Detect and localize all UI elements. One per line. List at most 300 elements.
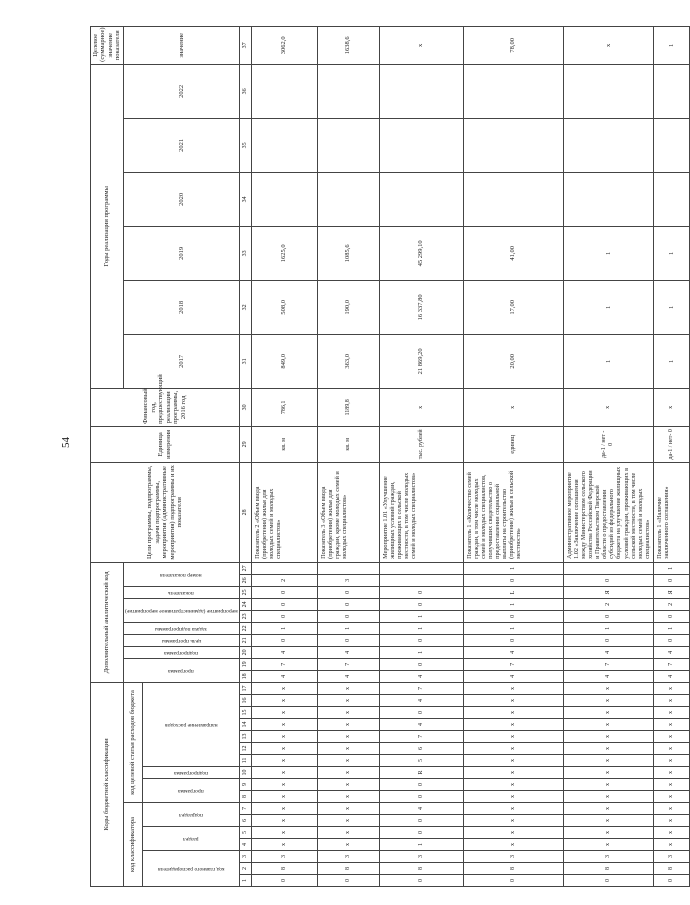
base-year-cell: 1189,8 xyxy=(317,388,379,426)
code-cell: x xyxy=(317,743,379,755)
code-cell: 1 xyxy=(379,839,463,851)
code-cell: x xyxy=(654,815,690,827)
unit-cell: тыс. рублей xyxy=(379,426,463,462)
value-2021-cell xyxy=(317,118,379,172)
header-a-meropriyatie: мероприятие (административное мероприятие) xyxy=(124,607,238,614)
code-cell: x xyxy=(251,682,317,694)
code-cell: x xyxy=(317,719,379,731)
code-cell: x xyxy=(563,731,654,743)
code-cell: x xyxy=(654,707,690,719)
header-a-podprogramma: подпрограмма xyxy=(164,649,199,656)
header-kvr: код классификатора xyxy=(123,803,142,887)
header-napravlenie: направление расходов xyxy=(164,721,218,728)
final-value-cell: 1638,6 xyxy=(317,26,379,64)
column-number: 21 xyxy=(239,634,251,646)
code-cell: x xyxy=(654,682,690,694)
code-cell: 0 xyxy=(379,707,463,719)
code-cell: 3 xyxy=(563,851,654,863)
value-2021-cell xyxy=(654,118,690,172)
header-value: значение xyxy=(123,26,239,64)
table-row xyxy=(563,26,654,886)
value-2022-cell xyxy=(654,64,690,118)
code-cell: 7 xyxy=(317,658,379,670)
code-cell: 1 xyxy=(379,610,463,622)
base-year-cell: x xyxy=(463,388,563,426)
code-cell: 0 xyxy=(463,574,563,586)
code-cell: 1 xyxy=(654,622,690,634)
code-cell: 4 xyxy=(379,695,463,707)
code-cell: 0 xyxy=(251,610,317,622)
code-cell: 0 xyxy=(251,634,317,646)
column-number: 29 xyxy=(239,426,251,462)
column-number-row xyxy=(239,26,251,886)
code-cell: x xyxy=(563,719,654,731)
code-cell: Я xyxy=(563,586,654,598)
code-cell: 0 xyxy=(463,610,563,622)
table-row xyxy=(317,26,379,886)
code-cell: x xyxy=(251,827,317,839)
code-cell xyxy=(251,562,317,574)
table-row xyxy=(379,26,463,886)
code-cell: 0 xyxy=(317,610,379,622)
column-number: 22 xyxy=(239,622,251,634)
code-cell: 3 xyxy=(654,851,690,863)
code-cell: x xyxy=(251,755,317,767)
code-cell: x xyxy=(317,815,379,827)
header-podprogramma: подпрограмма xyxy=(173,769,209,776)
code-cell: 1 xyxy=(379,622,463,634)
code-cell: 4 xyxy=(379,803,463,815)
code-cell xyxy=(317,562,379,574)
code-cell: x xyxy=(563,767,654,779)
code-cell: x xyxy=(463,827,563,839)
code-cell: 7 xyxy=(463,658,563,670)
code-cell: x xyxy=(654,731,690,743)
header-a-programma: программа xyxy=(168,667,195,674)
code-cell: 0 xyxy=(463,634,563,646)
value-2022-cell xyxy=(251,64,317,118)
code-cell: 1 xyxy=(251,622,317,634)
code-cell: 1 xyxy=(563,622,654,634)
header-kc: код целевой статьи расходов бюджета xyxy=(123,682,142,802)
code-cell: x xyxy=(654,767,690,779)
code-cell: 0 xyxy=(317,875,379,887)
column-number: 1 xyxy=(239,875,251,887)
code-cell: 0 xyxy=(379,634,463,646)
column-number: 34 xyxy=(239,172,251,226)
code-cell: x xyxy=(654,791,690,803)
final-value-cell: x xyxy=(563,26,654,64)
header-years: Годы реализации программы xyxy=(91,64,124,388)
base-year-cell: x xyxy=(654,388,690,426)
code-cell: 0 xyxy=(654,875,690,887)
code-cell: L xyxy=(463,586,563,598)
value-2020-cell xyxy=(317,172,379,226)
code-cell: x xyxy=(463,731,563,743)
code-cell: 0 xyxy=(379,779,463,791)
indicator-name-cell: Показатель 1 «Наличие заключенного соглашения» xyxy=(654,462,690,562)
code-cell: x xyxy=(563,815,654,827)
code-cell: 0 xyxy=(563,875,654,887)
code-cell: x xyxy=(563,695,654,707)
value-2021-cell xyxy=(379,118,463,172)
code-cell: 4 xyxy=(463,646,563,658)
code-cell: 2 xyxy=(251,574,317,586)
code-cell: 0 xyxy=(654,634,690,646)
column-number: 27 xyxy=(239,562,251,574)
column-number: 8 xyxy=(239,791,251,803)
value-2020-cell xyxy=(563,172,654,226)
column-number: 11 xyxy=(239,755,251,767)
column-number: 25 xyxy=(239,586,251,598)
value-2022-cell xyxy=(563,64,654,118)
code-cell: x xyxy=(317,827,379,839)
program-indicators-table xyxy=(90,26,690,887)
column-number: 33 xyxy=(239,226,251,280)
value-2019-cell: 1625,0 xyxy=(251,226,317,280)
code-cell: 0 xyxy=(317,586,379,598)
code-cell: 0 xyxy=(379,827,463,839)
column-number: 16 xyxy=(239,695,251,707)
header-base-year: Финансовый год, предшествующий реализации программы, 2016 год xyxy=(91,388,240,426)
code-cell xyxy=(379,574,463,586)
header-budget-codes: Коды бюджетной классификации xyxy=(91,682,124,886)
value-2017-cell: 21 869,20 xyxy=(379,334,463,388)
header-name: Цели программы, подпрограммы, задачи подпрограммы, мероприятия (административные мероприятия) подпрограммы и их показатели xyxy=(91,462,240,562)
code-cell: x xyxy=(463,803,563,815)
value-2021-cell xyxy=(463,118,563,172)
code-cell: x xyxy=(563,839,654,851)
code-cell: x xyxy=(463,815,563,827)
code-cell: 1 xyxy=(317,622,379,634)
header-a-cel: цель программы xyxy=(161,637,201,644)
code-cell: 4 xyxy=(317,646,379,658)
code-cell: x xyxy=(654,827,690,839)
value-2020-cell xyxy=(654,172,690,226)
code-cell: Я xyxy=(654,586,690,598)
column-number: 6 xyxy=(239,815,251,827)
code-cell: x xyxy=(317,695,379,707)
table-row xyxy=(463,26,563,886)
code-cell: x xyxy=(654,719,690,731)
program-table-container xyxy=(90,27,675,887)
code-cell: 4 xyxy=(379,670,463,682)
code-cell: 0 xyxy=(563,610,654,622)
code-cell: 8 xyxy=(251,863,317,875)
value-2019-cell: 1085,6 xyxy=(317,226,379,280)
base-year-cell: x xyxy=(563,388,654,426)
column-number: 26 xyxy=(239,574,251,586)
code-cell: 3 xyxy=(317,574,379,586)
column-number: 13 xyxy=(239,731,251,743)
value-2018-cell: 1 xyxy=(654,280,690,334)
code-cell: x xyxy=(563,827,654,839)
code-cell: x xyxy=(317,731,379,743)
code-cell: x xyxy=(251,731,317,743)
header-a-nomer: номер показателя xyxy=(160,571,203,578)
code-cell: x xyxy=(654,755,690,767)
value-2021-cell xyxy=(563,118,654,172)
column-number: 7 xyxy=(239,803,251,815)
code-cell: 4 xyxy=(463,670,563,682)
table-body xyxy=(251,26,690,886)
column-number: 20 xyxy=(239,646,251,658)
value-2020-cell xyxy=(379,172,463,226)
code-cell: 0 xyxy=(379,586,463,598)
header-row-groups xyxy=(91,26,124,886)
code-cell: 3 xyxy=(379,851,463,863)
value-2018-cell: 16 337,80 xyxy=(379,280,463,334)
value-2017-cell: 849,0 xyxy=(251,334,317,388)
value-2022-cell xyxy=(463,64,563,118)
code-cell: x xyxy=(317,682,379,694)
code-cell: 4 xyxy=(317,670,379,682)
header-programma: программа xyxy=(178,787,204,794)
code-cell: 0 xyxy=(251,598,317,610)
code-cell: 0 xyxy=(379,791,463,803)
code-cell: x xyxy=(251,839,317,851)
unit-cell: да-1 / нет - 0 xyxy=(563,426,654,462)
column-number: 19 xyxy=(239,658,251,670)
code-cell: x xyxy=(251,743,317,755)
code-cell: x xyxy=(463,791,563,803)
column-number: 4 xyxy=(239,839,251,851)
value-2019-cell: 45 299,10 xyxy=(379,226,463,280)
code-cell: 7 xyxy=(563,658,654,670)
indicator-name-cell: Мероприятие 1.01 «Улучшение жилищных условий граждан, проживающих в сельской местности, в том числе молодых семей и молодых специалистов» xyxy=(379,462,463,562)
code-cell: 2 xyxy=(654,598,690,610)
code-cell: x xyxy=(563,743,654,755)
column-number: 10 xyxy=(239,767,251,779)
header-year-2017: 2017 xyxy=(123,334,239,388)
code-cell: 8 xyxy=(317,863,379,875)
code-cell xyxy=(563,562,654,574)
code-cell: 6 xyxy=(379,743,463,755)
table-row xyxy=(251,26,317,886)
final-value-cell: x xyxy=(379,26,463,64)
value-2019-cell: 1 xyxy=(563,226,654,280)
code-cell: 1 xyxy=(463,562,563,574)
code-cell: 1 xyxy=(463,598,563,610)
code-cell: x xyxy=(463,839,563,851)
code-cell: 0 xyxy=(654,610,690,622)
code-cell: 8 xyxy=(563,863,654,875)
code-cell: x xyxy=(563,791,654,803)
column-number: 9 xyxy=(239,779,251,791)
indicator-name-cell: Показатель 3 «Объем ввода (приобретения) жилья для граждан, кроме молодых семей и молодых специалистов» xyxy=(317,462,379,562)
code-cell: 0 xyxy=(563,634,654,646)
column-number: 28 xyxy=(239,462,251,562)
table-row xyxy=(654,26,690,886)
value-2018-cell: 1 xyxy=(563,280,654,334)
column-number: 31 xyxy=(239,334,251,388)
header-final: Целевое (суммарное) значение показателя xyxy=(91,26,124,64)
final-value-cell: 78,00 xyxy=(463,26,563,64)
code-cell: 0 xyxy=(654,574,690,586)
column-number: 36 xyxy=(239,64,251,118)
base-year-cell: x xyxy=(379,388,463,426)
code-cell: 0 xyxy=(251,875,317,887)
column-number: 30 xyxy=(239,388,251,426)
value-2022-cell xyxy=(317,64,379,118)
code-cell: x xyxy=(251,695,317,707)
code-cell: R xyxy=(379,767,463,779)
header-year-2021: 2021 xyxy=(123,118,239,172)
code-cell: 1 xyxy=(654,562,690,574)
code-cell: x xyxy=(463,755,563,767)
unit-cell: единиц xyxy=(463,426,563,462)
header-podrazdel: подраздел xyxy=(178,811,203,818)
column-number: 2 xyxy=(239,863,251,875)
code-cell: 0 xyxy=(563,574,654,586)
indicator-name-cell: Показатель 2 «Объем ввода (приобретения) жилья для молодых семей и молодых специалистов» xyxy=(251,462,317,562)
code-cell: 0 xyxy=(379,815,463,827)
code-cell: x xyxy=(563,779,654,791)
code-cell: x xyxy=(654,803,690,815)
code-cell: x xyxy=(317,767,379,779)
code-cell: x xyxy=(654,779,690,791)
code-cell: 1 xyxy=(463,622,563,634)
final-value-cell: 1 xyxy=(654,26,690,64)
code-cell: x xyxy=(251,815,317,827)
value-2018-cell: 17,00 xyxy=(463,280,563,334)
column-number: 5 xyxy=(239,827,251,839)
column-number: 32 xyxy=(239,280,251,334)
code-cell: x xyxy=(251,719,317,731)
header-year-2018: 2018 xyxy=(123,280,239,334)
value-2020-cell xyxy=(463,172,563,226)
code-cell: 8 xyxy=(463,863,563,875)
code-cell: x xyxy=(317,779,379,791)
code-cell: x xyxy=(463,743,563,755)
value-2017-cell: 363,0 xyxy=(317,334,379,388)
code-cell: x xyxy=(654,695,690,707)
code-cell: x xyxy=(563,803,654,815)
code-cell: x xyxy=(563,682,654,694)
code-cell: 4 xyxy=(654,646,690,658)
code-cell: 0 xyxy=(317,634,379,646)
code-cell: x xyxy=(317,755,379,767)
unit-cell: да-1 / нет- 0 xyxy=(654,426,690,462)
value-2022-cell xyxy=(379,64,463,118)
code-cell: 0 xyxy=(379,658,463,670)
code-cell: 0 xyxy=(463,875,563,887)
code-cell: 4 xyxy=(563,670,654,682)
code-cell: x xyxy=(463,719,563,731)
value-2020-cell xyxy=(251,172,317,226)
code-cell: x xyxy=(463,707,563,719)
code-cell: 3 xyxy=(251,851,317,863)
unit-cell: кв. м xyxy=(317,426,379,462)
code-cell: x xyxy=(654,839,690,851)
indicator-name-cell: Показатель 1 «Количество семей граждан, в том числе молодых семей и молодых специалистов, получивших свидетельство о предоставлении социальной выплаты на строительство (приобретение) жилья в сельской местности» xyxy=(463,462,563,562)
header-analytic-codes: Дополнительный аналитический код xyxy=(91,562,124,682)
code-cell: x xyxy=(251,707,317,719)
code-cell: 4 xyxy=(251,670,317,682)
code-cell: 5 xyxy=(379,755,463,767)
column-number: 24 xyxy=(239,598,251,610)
value-2019-cell: 1 xyxy=(654,226,690,280)
code-cell: x xyxy=(563,755,654,767)
header-year-2022: 2022 xyxy=(123,64,239,118)
final-value-cell: 3062,0 xyxy=(251,26,317,64)
indicator-name-cell: Административное мероприятие 1.02 «Заключение соглашения между Министерством сельского хозяйства Российской Федерации и Правительством Тверской области о предоставлении субсидий из федерального бюджета на улучшение жилищных условий граждан, проживающих в сельской местности, в том числе молодых семей и молодых специалистов» xyxy=(563,462,654,562)
code-cell: 0 xyxy=(379,875,463,887)
code-cell: x xyxy=(251,803,317,815)
code-cell: x xyxy=(251,791,317,803)
code-cell: x xyxy=(463,767,563,779)
header-razdel: раздел xyxy=(183,835,199,842)
column-number: 15 xyxy=(239,707,251,719)
code-cell: 2 xyxy=(563,598,654,610)
code-cell: 4 xyxy=(654,670,690,682)
code-cell: 7 xyxy=(654,658,690,670)
code-cell: x xyxy=(463,682,563,694)
code-cell: 0 xyxy=(317,598,379,610)
code-cell: 4 xyxy=(379,719,463,731)
code-cell: x xyxy=(317,803,379,815)
code-cell: 3 xyxy=(317,851,379,863)
value-2017-cell: 1 xyxy=(563,334,654,388)
header-year-2019: 2019 xyxy=(123,226,239,280)
base-year-cell: 786,1 xyxy=(251,388,317,426)
code-cell: 1 xyxy=(379,646,463,658)
code-cell: 4 xyxy=(563,646,654,658)
column-number: 17 xyxy=(239,682,251,694)
code-cell: x xyxy=(317,839,379,851)
code-cell: 8 xyxy=(654,863,690,875)
header-unit: Единица измерения xyxy=(91,426,240,462)
column-number: 37 xyxy=(239,26,251,64)
column-number: 35 xyxy=(239,118,251,172)
column-number: 14 xyxy=(239,719,251,731)
code-cell: 3 xyxy=(463,851,563,863)
value-2018-cell: 190,0 xyxy=(317,280,379,334)
value-2018-cell: 508,0 xyxy=(251,280,317,334)
header-year-2020: 2020 xyxy=(123,172,239,226)
column-number: 3 xyxy=(239,851,251,863)
code-cell: x xyxy=(463,779,563,791)
code-cell: 7 xyxy=(379,731,463,743)
header-a-zadacha: задача подпрограммы xyxy=(155,625,208,632)
code-cell xyxy=(379,562,463,574)
unit-cell: кв. м xyxy=(251,426,317,462)
value-2019-cell: 41,00 xyxy=(463,226,563,280)
header-kgr: код главного распорядителя xyxy=(157,865,225,872)
code-cell: x xyxy=(463,695,563,707)
column-number: 23 xyxy=(239,610,251,622)
code-cell: x xyxy=(563,707,654,719)
code-cell: x xyxy=(251,779,317,791)
code-cell: 0 xyxy=(379,598,463,610)
code-cell: x xyxy=(654,743,690,755)
code-cell: 0 xyxy=(251,586,317,598)
code-cell: x xyxy=(251,767,317,779)
column-number: 18 xyxy=(239,670,251,682)
code-cell: 8 xyxy=(379,863,463,875)
code-cell: 4 xyxy=(251,646,317,658)
value-2021-cell xyxy=(251,118,317,172)
code-cell: 7 xyxy=(251,658,317,670)
code-cell: 7 xyxy=(379,682,463,694)
value-2017-cell: 20,00 xyxy=(463,334,563,388)
page-number: 54 xyxy=(60,437,72,448)
column-number: 12 xyxy=(239,743,251,755)
header-a-pokazatel: показатель xyxy=(168,589,195,596)
code-cell: x xyxy=(317,707,379,719)
code-cell: x xyxy=(317,791,379,803)
value-2017-cell: 1 xyxy=(654,334,690,388)
